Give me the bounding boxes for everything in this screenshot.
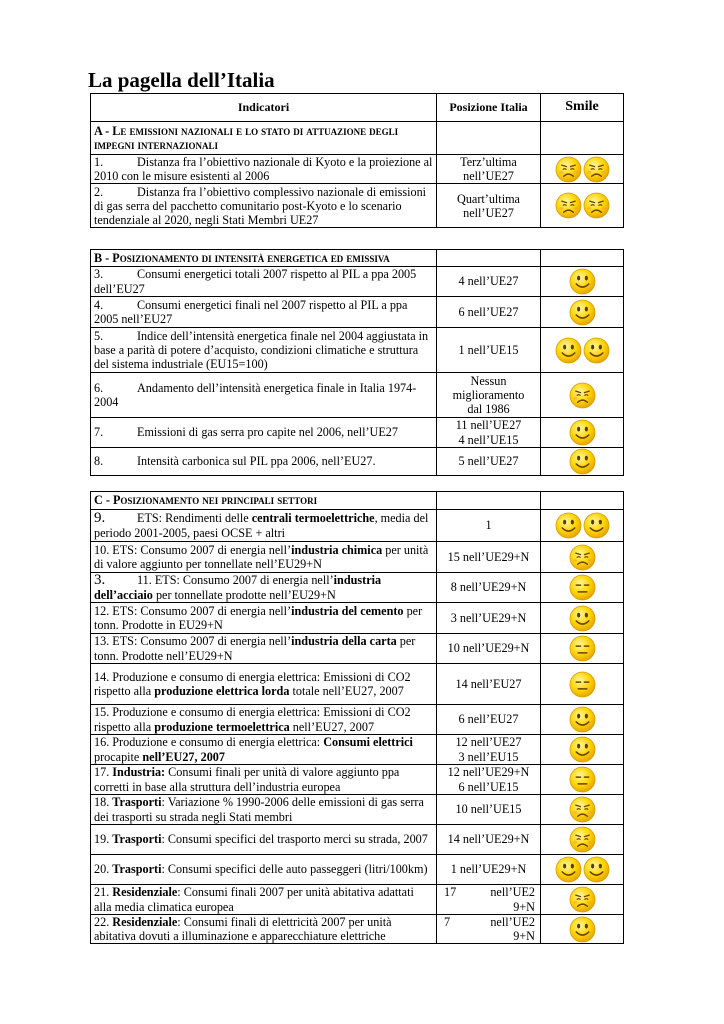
table-row: [91, 267, 624, 297]
table-section-a: [90, 93, 624, 228]
indicator-text: produzione termoelettrica: [154, 719, 290, 734]
indicator-text: 19.: [94, 832, 113, 847]
smile-faces: [544, 544, 620, 571]
position-cell: [437, 885, 541, 915]
indicator-text: ETS: Rendimenti delle: [137, 511, 252, 526]
indicator-text: , media del periodo 2001-2005, paesi OCSE + altri: [94, 511, 429, 540]
frown-face-icon: [569, 796, 596, 823]
table-row: [91, 184, 624, 228]
indicator-text: Consumi finali per unità di valore aggiunto ppa corretti in base alla struttura dell’industria europea: [94, 765, 400, 794]
position-cell: [437, 573, 541, 603]
position-cell: [437, 765, 541, 795]
table-row: [91, 155, 624, 184]
position-value: 5 nell’UE27: [458, 454, 519, 469]
indicator-text: nell’EU27, 2007: [142, 749, 225, 764]
table-row: [91, 915, 624, 944]
indicator-text: 10. ETS: Consumo 2007 di energia nell’: [94, 542, 292, 557]
indicator-number: 5.: [94, 328, 104, 343]
section-empty-cell: [437, 492, 541, 510]
indicator-number: 3.: [94, 572, 106, 589]
smile-cell: [541, 664, 624, 705]
indicator-text: : Consumi specifici delle auto passeggeri (litri/100km): [161, 862, 428, 877]
smile-face-icon: [569, 706, 596, 733]
table-row: [91, 448, 624, 476]
position-cell: [437, 634, 541, 664]
table-row: [91, 373, 624, 418]
indicator-text: per tonn. Prodotte nell’EU29+N: [94, 634, 416, 663]
table-row: [91, 885, 624, 915]
smile-faces: [544, 766, 620, 793]
header-indicators: Indicatori: [91, 94, 437, 122]
position-cell: [437, 735, 541, 765]
frown-face-icon: [569, 544, 596, 571]
smile-cell: [541, 855, 624, 885]
frown-face-icon: [569, 886, 596, 913]
indicator-number: 7.: [94, 425, 104, 440]
smile-cell: [541, 418, 624, 448]
indicator-cell: [91, 542, 437, 573]
position-part: nell’UE2 9+N: [490, 885, 535, 914]
indicator-text: 21.: [94, 885, 113, 900]
position-cell: [437, 373, 541, 418]
indicator-text: Residenziale: [112, 915, 178, 929]
smile-face-icon: [569, 448, 596, 475]
table-row: [91, 735, 624, 765]
smile-faces: [544, 574, 620, 601]
frown-face-icon: [555, 156, 582, 183]
position-value: 3 nell’UE29+N: [450, 610, 527, 625]
position-cell: [437, 542, 541, 573]
indicator-cell: [91, 603, 437, 634]
section-empty-cell: [541, 492, 624, 510]
indicator-number: 4.: [94, 297, 104, 312]
section-empty-cell: [541, 250, 624, 267]
indicator-text: industria del cemento: [291, 603, 404, 618]
position-cell: [437, 297, 541, 328]
indicator-text: Residenziale: [112, 885, 178, 900]
frown-face-icon: [569, 382, 596, 409]
table-row: [91, 634, 624, 664]
indicator-text: 15. Produzione e consumo di energia elettrica: Emissioni di CO2 rispetto alla: [94, 705, 411, 734]
position-value: 10 nell’UE15: [455, 802, 522, 817]
indicator-cell: [91, 297, 437, 328]
table-row: [91, 418, 624, 448]
indicator-cell: [91, 855, 437, 885]
frown-face-icon: [569, 826, 596, 853]
position-value: 14 nell’UE29+N: [447, 832, 530, 847]
indicator-text: Trasporti: [112, 832, 162, 847]
indicator-text: 12. ETS: Consumo 2007 di energia nell’: [94, 603, 292, 618]
smile-face-icon: [569, 419, 596, 446]
position-cell: [437, 915, 541, 944]
table-row: [91, 795, 624, 825]
indicator-cell: [91, 765, 437, 795]
indicator-cell: [91, 373, 437, 418]
indicator-text: 11. ETS: Consumo 2007 di energia nell’: [137, 573, 334, 588]
table-row: [91, 297, 624, 328]
table-row: [91, 328, 624, 373]
smile-faces: [544, 706, 620, 733]
position-cell: [437, 418, 541, 448]
indicator-cell: [91, 184, 437, 228]
section-label: B - Posizionamento di intensità energetica ed emissiva: [91, 250, 437, 267]
indicator-cell: [91, 634, 437, 664]
indicator-text: Distanza fra l’obiettivo nazionale di Kyoto e la proiezione al 2010 con le misure esistenti al 2006: [94, 155, 433, 184]
smile-cell: [541, 634, 624, 664]
section-empty-cell: [437, 250, 541, 267]
indicator-cell: [91, 735, 437, 765]
smile-cell: [541, 915, 624, 944]
indicator-text: Intensità carbonica sul PIL ppa 2006, nell’EU27.: [137, 454, 376, 469]
table-row: [91, 573, 624, 603]
section-empty-cell: [541, 122, 624, 155]
smile-faces: [544, 192, 620, 219]
table-row: [91, 765, 624, 795]
table-row: [91, 603, 624, 634]
position-value: 1 nell’UE15: [458, 342, 519, 357]
table-section-c: [90, 491, 624, 944]
indicator-text: 14. Produzione e consumo di energia elettrica: Emissioni di CO2 rispetto alla: [94, 669, 411, 698]
indicator-cell: [91, 510, 437, 542]
position-value: 1: [485, 518, 492, 533]
table-row: [91, 705, 624, 735]
position-value: 12 nell’UE27 3 nell’EU15: [455, 735, 522, 764]
frown-face-icon: [583, 156, 610, 183]
indicator-text: 17.: [94, 765, 113, 780]
smile-faces: [544, 512, 620, 539]
position-part: 7: [444, 915, 451, 929]
smile-face-icon: [569, 916, 596, 943]
indicator-text: : Consumi specifici del trasporto merci su strada, 2007: [161, 832, 428, 847]
smile-cell: [541, 542, 624, 573]
position-value: 1 nell’UE29+N: [450, 862, 527, 877]
position-cell: [437, 328, 541, 373]
position-value: Quart’ultima nell’UE27: [457, 191, 520, 220]
position-value: Terz’ultima nell’UE27: [460, 155, 517, 184]
smile-cell: [541, 885, 624, 915]
smile-cell: [541, 795, 624, 825]
position-split: [440, 915, 537, 943]
indicator-text: Industria:: [112, 765, 166, 780]
table-row: [91, 664, 624, 705]
indicator-cell: [91, 448, 437, 476]
indicator-cell: [91, 915, 437, 944]
indicator-text: 18.: [94, 795, 113, 810]
table-row: [91, 855, 624, 885]
indicator-text: industria chimica: [291, 542, 383, 557]
indicator-cell: [91, 705, 437, 735]
smile-faces: [544, 671, 620, 698]
indicator-text: Consumi energetici totali 2007 rispetto al PIL a ppa 2005 dell’EU27: [94, 267, 417, 296]
indicator-text: : Variazione % 1990-2006 delle emissioni di gas serra dei trasporti su strada negli Stati membri: [94, 795, 424, 824]
position-cell: [437, 705, 541, 735]
indicator-text: 13. ETS: Consumo 2007 di energia nell’: [94, 634, 292, 649]
smile-cell: [541, 328, 624, 373]
section-row: [91, 122, 624, 155]
section-empty-cell: [437, 122, 541, 155]
header-smile: Smile: [541, 94, 624, 122]
frown-face-icon: [583, 192, 610, 219]
smile-cell: [541, 765, 624, 795]
smile-faces: [544, 337, 620, 364]
indicator-text: per tonnellate prodotte nell’EU29+N: [152, 587, 336, 602]
smile-face-icon: [555, 512, 582, 539]
indicator-text: procapite: [94, 749, 143, 764]
position-cell: [437, 448, 541, 476]
indicator-text: 20.: [94, 862, 113, 877]
position-cell: [437, 603, 541, 634]
smile-faces: [544, 268, 620, 295]
indicator-text: : Consumi finali di elettricità 2007 per unità abitativa dovuti a illuminazione e apparecchiature elettriche: [94, 915, 392, 944]
position-cell: [437, 855, 541, 885]
section-label: C - Posizionamento nei principali settori: [91, 492, 437, 510]
indicator-text: : Consumi finali 2007 per unità abitativa adattati alla media climatica europea: [94, 885, 414, 914]
position-part: nell’UE2 9+N: [490, 915, 535, 944]
indicator-cell: [91, 795, 437, 825]
smile-faces: [544, 736, 620, 763]
smile-face-icon: [555, 856, 582, 883]
table-section-b: [90, 249, 624, 476]
smile-faces: [544, 605, 620, 632]
neutral-face-icon: [569, 671, 596, 698]
position-value: 6 nell’EU27: [458, 712, 519, 727]
indicator-number: 9.: [94, 510, 106, 527]
smile-faces: [544, 916, 620, 943]
page-title: La pagella dell’Italia: [88, 68, 275, 92]
indicator-text: 22.: [94, 915, 113, 929]
smile-faces: [544, 156, 620, 183]
smile-cell: [541, 448, 624, 476]
position-value: 11 nell’UE27 4 nell’UE15: [455, 418, 522, 447]
smile-faces: [544, 382, 620, 409]
section-row: [91, 250, 624, 267]
smile-face-icon: [555, 337, 582, 364]
position-cell: [437, 510, 541, 542]
indicator-text: Trasporti: [112, 795, 162, 810]
indicator-number: 1.: [94, 155, 104, 169]
indicator-cell: [91, 825, 437, 855]
smile-face-icon: [583, 512, 610, 539]
position-value: 4 nell’UE27: [458, 274, 519, 289]
smile-faces: [544, 419, 620, 446]
frown-face-icon: [555, 192, 582, 219]
position-part: 17: [444, 885, 457, 900]
neutral-face-icon: [569, 574, 596, 601]
indicator-cell: [91, 328, 437, 373]
position-value: 8 nell’UE29+N: [450, 580, 527, 595]
indicator-text: per tonn. Prodotte in EU29+N: [94, 603, 423, 632]
smile-cell: [541, 267, 624, 297]
section-label: A - Le emissioni nazionali e lo stato di attuazione degli impegni internazionali: [91, 122, 437, 155]
smile-cell: [541, 510, 624, 542]
smile-cell: [541, 184, 624, 228]
position-cell: [437, 795, 541, 825]
indicator-number: 2.: [94, 184, 104, 199]
position-cell: [437, 825, 541, 855]
indicator-cell: [91, 664, 437, 705]
indicator-text: totale nell’EU27, 2007: [289, 684, 404, 698]
indicator-text: Consumi energetici finali nel 2007 rispetto al PIL a ppa 2005 nell’EU27: [94, 297, 408, 326]
table-row: [91, 825, 624, 855]
indicator-text: Andamento dell’intensità energetica finale in Italia 1974-2004: [94, 380, 417, 409]
smile-cell: [541, 373, 624, 418]
smile-face-icon: [569, 299, 596, 326]
smile-faces: [544, 886, 620, 913]
smile-cell: [541, 825, 624, 855]
smile-face-icon: [583, 337, 610, 364]
smile-cell: [541, 155, 624, 184]
smile-cell: [541, 735, 624, 765]
smile-faces: [544, 448, 620, 475]
table-row: [91, 542, 624, 573]
indicator-number: 6.: [94, 380, 104, 395]
indicator-text: Indice dell’intensità energetica finale nel 2004 aggiustata in base a parità di potere d’acquisto, condizioni climatiche e struttura del sistema industriale (EU15=100): [94, 328, 429, 372]
position-cell: [437, 184, 541, 228]
indicator-text: Distanza fra l’obiettivo complessivo nazionale di emissioni di gas serra del pacchetto comunitario post-Kyoto e lo scenario tendenziale al 2020, negli Stati Membri UE27: [94, 184, 427, 227]
neutral-face-icon: [569, 766, 596, 793]
position-value: 14 nell’EU27: [455, 676, 522, 691]
indicator-cell: [91, 155, 437, 184]
indicator-cell: [91, 267, 437, 297]
indicator-text: Consumi elettrici: [323, 735, 413, 750]
indicator-cell: [91, 418, 437, 448]
indicator-number: 3.: [94, 267, 104, 282]
header-position: Posizione Italia: [437, 94, 541, 122]
smile-cell: [541, 705, 624, 735]
indicator-text: Trasporti: [112, 862, 162, 877]
indicator-text: nell’EU27, 2007: [289, 719, 375, 734]
smile-cell: [541, 297, 624, 328]
position-value: 12 nell’UE29+N 6 nell’UE15: [447, 765, 530, 794]
position-value: 15 nell’UE29+N: [447, 549, 530, 564]
indicator-text: per unità di valore aggiunto per tonnellate nell’EU29+N: [94, 542, 429, 571]
position-cell: [437, 155, 541, 184]
indicator-cell: [91, 885, 437, 915]
neutral-face-icon: [569, 635, 596, 662]
position-value: 10 nell’UE29+N: [447, 641, 530, 656]
indicator-text: industria dell’acciaio: [94, 573, 382, 602]
smile-faces: [544, 635, 620, 662]
smile-face-icon: [569, 605, 596, 632]
position-cell: [437, 267, 541, 297]
table-row: [91, 510, 624, 542]
position-value: Nessun miglioramento dal 1986: [452, 373, 525, 417]
smile-faces: [544, 826, 620, 853]
indicator-text: 16. Produzione e consumo di energia elettrica:: [94, 735, 324, 750]
smile-cell: [541, 603, 624, 634]
position-value: 6 nell’UE27: [458, 304, 519, 319]
smile-face-icon: [583, 856, 610, 883]
indicator-cell: [91, 573, 437, 603]
indicator-text: centrali termoelettriche: [251, 511, 375, 526]
smile-cell: [541, 573, 624, 603]
indicator-number: 8.: [94, 454, 104, 469]
smile-faces: [544, 299, 620, 326]
smile-face-icon: [569, 736, 596, 763]
section-row: [91, 492, 624, 510]
indicator-text: produzione elettrica lorda: [154, 684, 290, 698]
position-split: [440, 885, 537, 913]
position-cell: [437, 664, 541, 705]
smile-faces: [544, 856, 620, 883]
smile-face-icon: [569, 268, 596, 295]
smile-faces: [544, 796, 620, 823]
indicator-text: Emissioni di gas serra pro capite nel 2006, nell’UE27: [137, 425, 398, 440]
indicator-text: industria della carta: [291, 634, 397, 649]
